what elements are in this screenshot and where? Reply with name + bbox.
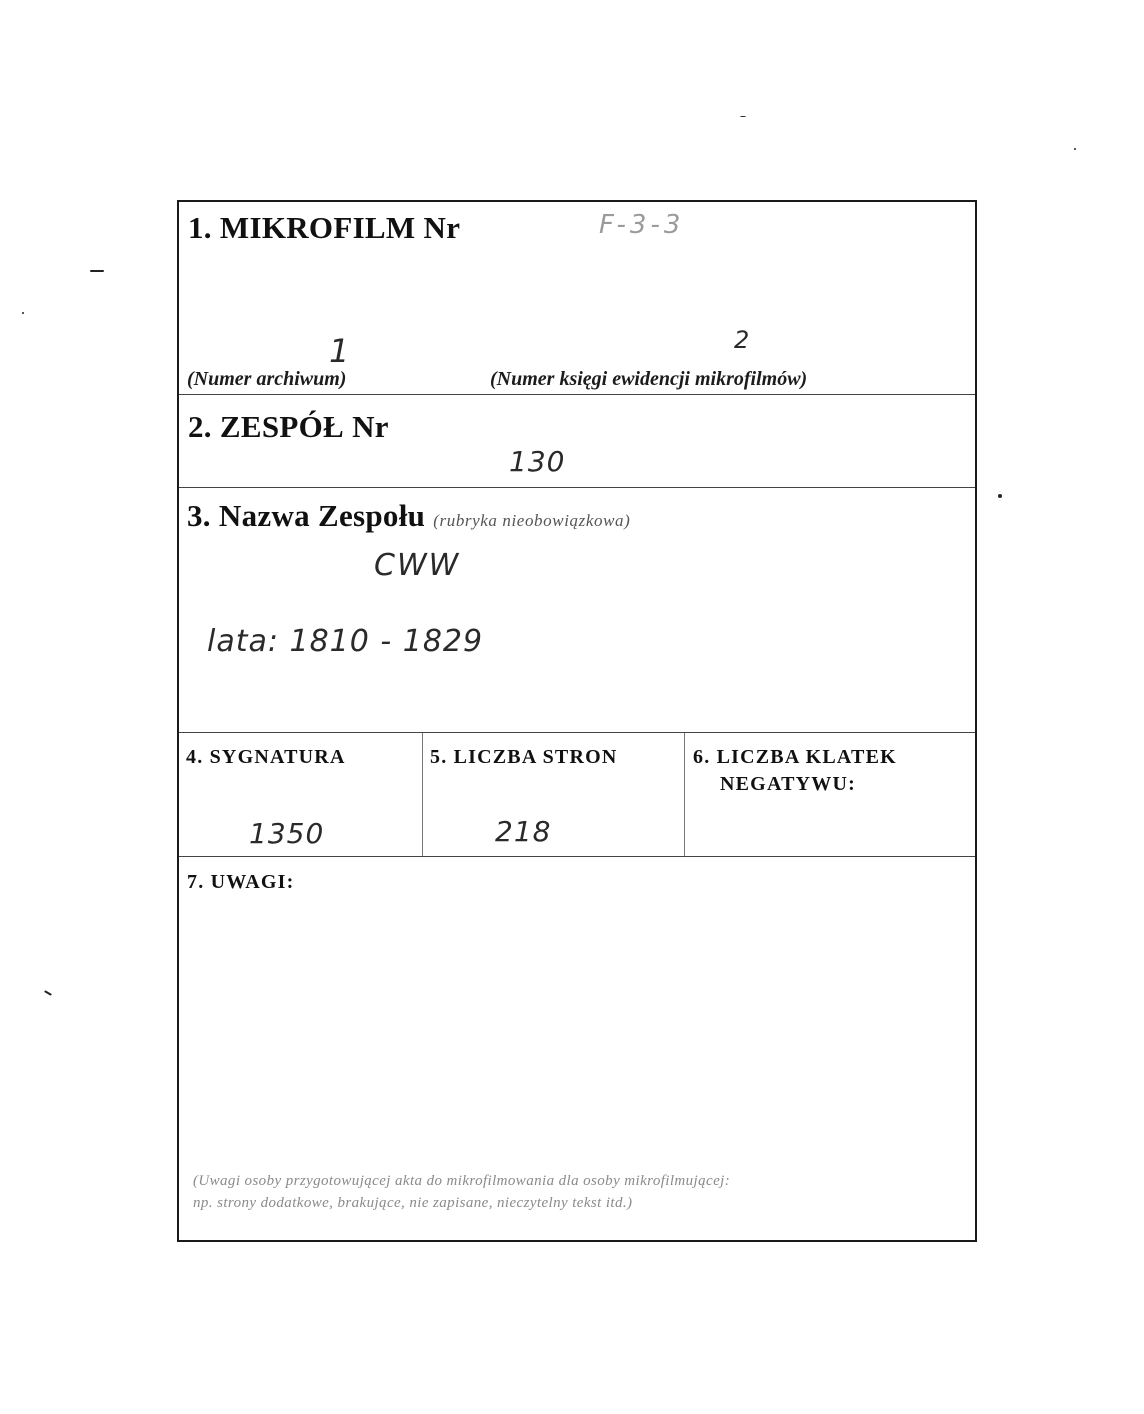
microfilm-number-value: F-3-3 bbox=[599, 210, 685, 240]
section-fonds-name bbox=[179, 488, 975, 733]
fonds-number-value: 130 bbox=[509, 445, 566, 478]
ledger-number-caption: (Numer księgi ewidencji mikrofilmów) bbox=[490, 368, 808, 390]
section-counts-row bbox=[179, 733, 975, 857]
fonds-name-heading bbox=[187, 498, 630, 534]
archive-number-value: 1 bbox=[329, 332, 351, 370]
section-microfilm-number bbox=[179, 202, 975, 395]
negative-frames-label-line2: NEGATYWU: bbox=[720, 773, 856, 795]
fonds-name-optional-note: (rubryka nieobowiązkowa) bbox=[433, 511, 631, 530]
section-fonds-number bbox=[179, 395, 975, 488]
remarks-footnote-line2: np. strony dodatkowe, brakujące, nie zapisane, nieczytelny tekst itd.) bbox=[193, 1195, 633, 1211]
scan-speck bbox=[44, 990, 52, 996]
negative-frames-label-line1: 6. LICZBA KLATEK bbox=[693, 746, 897, 768]
remarks-footnote bbox=[193, 1170, 968, 1214]
fonds-name-value: CWW bbox=[374, 548, 461, 583]
scan-speck bbox=[22, 312, 24, 314]
scan-speck bbox=[998, 494, 1002, 498]
archive-number-caption: (Numer archiwum) bbox=[187, 368, 347, 390]
signature-cell bbox=[179, 733, 423, 856]
section-remarks bbox=[179, 857, 975, 1240]
microfilm-number-heading: 1. MIKROFILM Nr bbox=[188, 210, 461, 245]
signature-value: 1350 bbox=[249, 817, 325, 850]
ledger-number-value: 2 bbox=[734, 326, 751, 354]
fonds-number-heading: 2. ZESPÓŁ Nr bbox=[188, 409, 389, 444]
remarks-footnote-line1: (Uwagi osoby przygotowującej akta do mikrofilmowania dla osoby mikrofilmującej: bbox=[193, 1173, 731, 1189]
microfilm-form-card bbox=[177, 200, 977, 1242]
signature-label: 4. SYGNATURA bbox=[186, 746, 346, 768]
scan-speck bbox=[1074, 148, 1076, 150]
page-count-cell bbox=[423, 733, 685, 856]
fonds-name-heading-text: 3. Nazwa Zespołu bbox=[187, 498, 426, 533]
negative-frames-cell bbox=[685, 733, 975, 856]
scan-speck bbox=[740, 116, 746, 117]
page-count-label: 5. LICZBA STRON bbox=[430, 746, 618, 768]
scan-speck bbox=[90, 270, 104, 272]
page-count-value: 218 bbox=[495, 815, 552, 848]
fonds-years-value: lata: 1810 - 1829 bbox=[207, 624, 484, 659]
negative-frames-label bbox=[693, 744, 897, 798]
remarks-label: 7. UWAGI: bbox=[187, 871, 295, 893]
